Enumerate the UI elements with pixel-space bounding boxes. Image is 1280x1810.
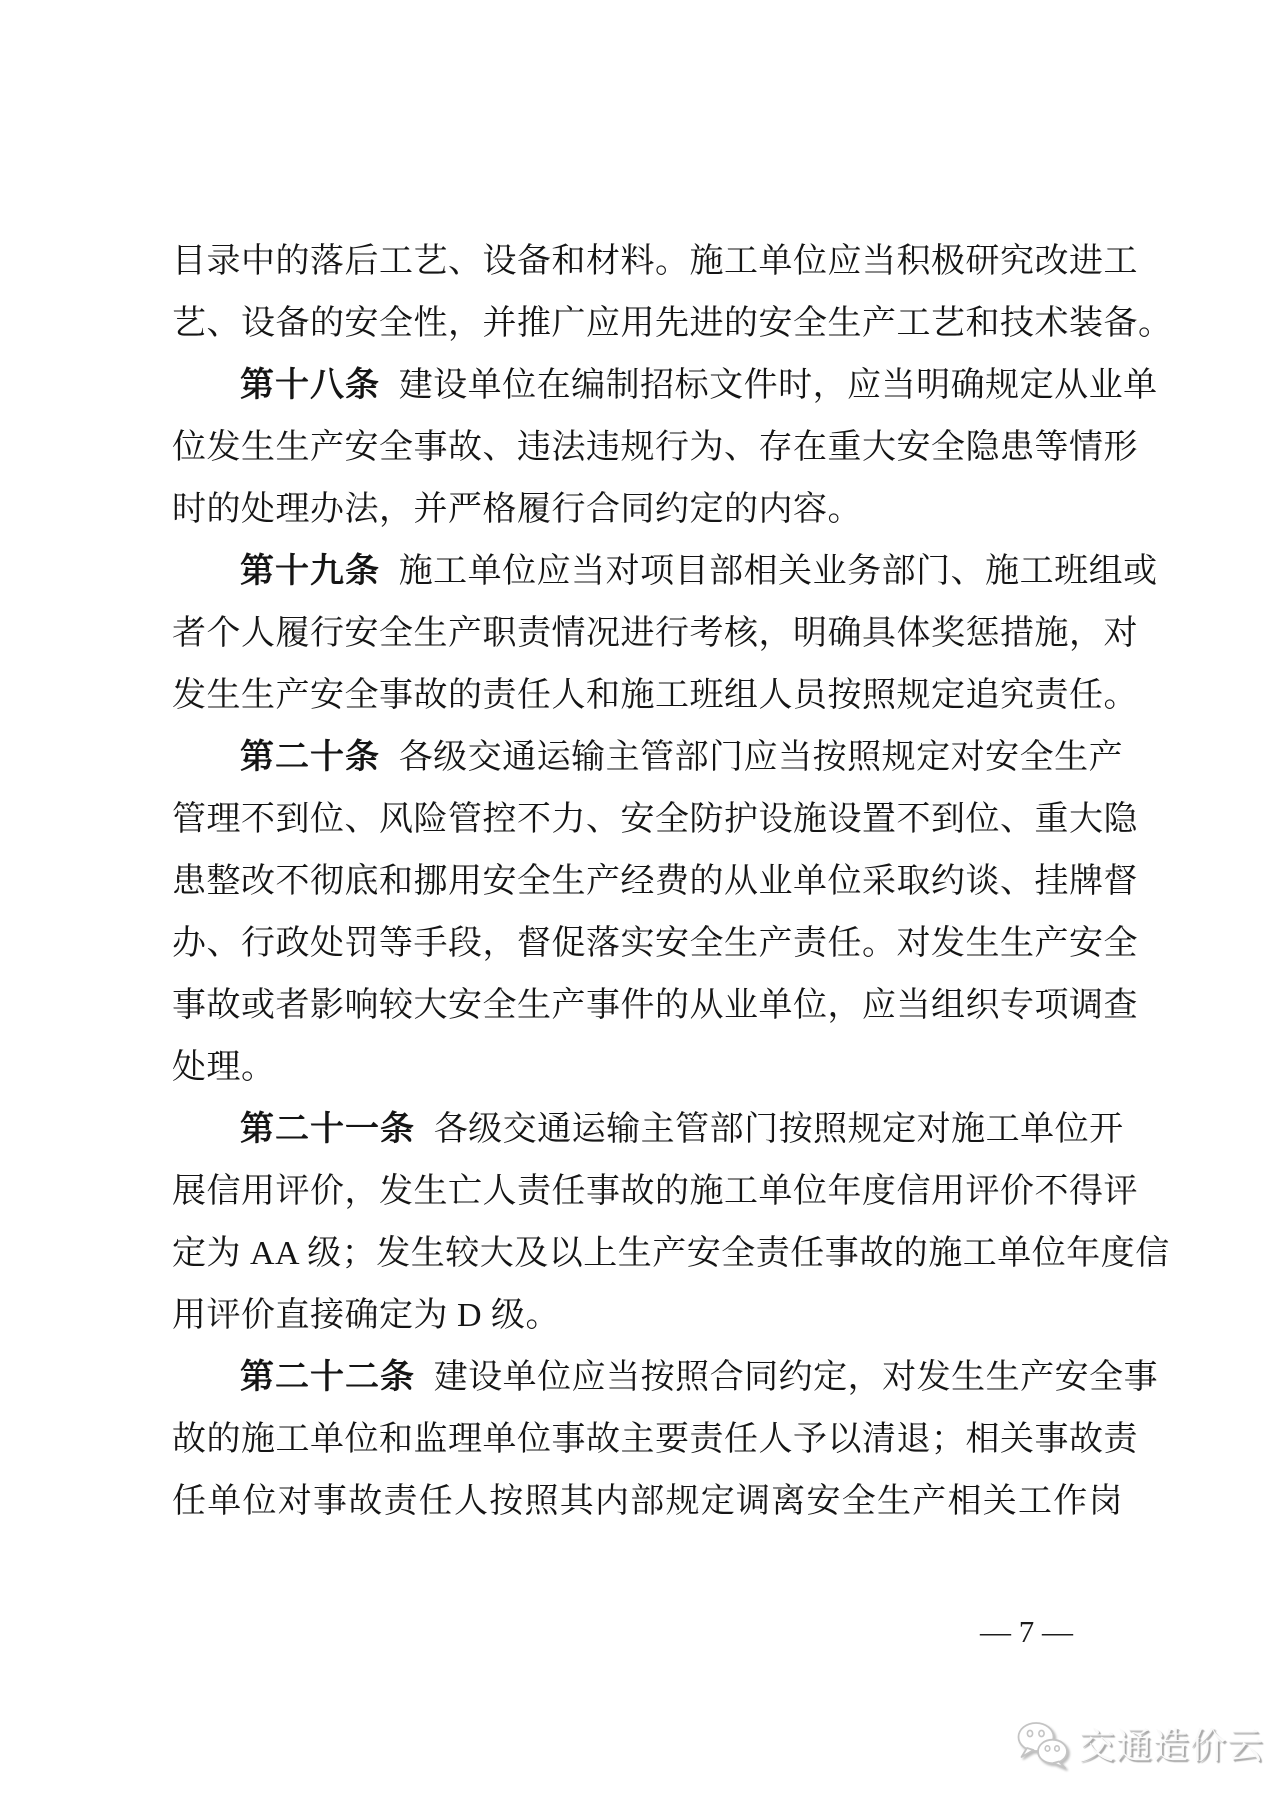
- article-number: 第二十二条: [240, 1359, 415, 1396]
- wechat-icon: [1014, 1720, 1072, 1772]
- document-line: [172, 1471, 1123, 1533]
- watermark: [1014, 1720, 1264, 1772]
- line-text: 事故或者影响较大安全生产事件的从业单位，应当组织专项调查: [172, 987, 1138, 1024]
- watermark-label: 交通造价云: [1079, 1726, 1265, 1766]
- line-text: 各级交通运输主管部门应当按照规定对安全生产: [398, 739, 1124, 776]
- document-line: [172, 231, 1138, 293]
- line-text: 时的处理办法，并严格履行合同约定的内容。: [172, 491, 862, 528]
- document-line: [172, 1099, 1123, 1161]
- line-text: 管理不到位、风险管控不力、安全防护设施设置不到位、重大隐: [172, 801, 1138, 838]
- line-text: 目录中的落后工艺、设备和材料。施工单位应当积极研究改进工: [172, 243, 1138, 280]
- article-number: 第十八条: [240, 367, 380, 404]
- line-text: 办、行政处罚等手段，督促落实安全生产责任。对发生生产安全: [172, 925, 1138, 962]
- document-line: [172, 479, 1123, 541]
- document-line: [172, 1347, 1159, 1409]
- line-text: 任单位对事故责任人按照其内部规定调离安全生产相关工作岗: [172, 1483, 1123, 1520]
- document-body: [172, 231, 1173, 1533]
- document-line: [172, 541, 1158, 603]
- line-text: 处理。: [172, 1049, 276, 1086]
- line-text: 患整改不彻底和挪用安全生产经费的从业单位采取约谈、挂牌督: [172, 863, 1138, 900]
- line-text: 建设单位应当按照合同约定，对发生生产安全事: [433, 1359, 1159, 1396]
- article-number: 第二十条: [240, 739, 380, 776]
- article-number: 第十九条: [240, 553, 380, 590]
- line-text: 各级交通运输主管部门按照规定对施工单位开: [433, 1111, 1124, 1148]
- line-text: 位发生生产安全事故、违法违规行为、存在重大安全隐患等情形: [172, 429, 1138, 466]
- document-line: [172, 727, 1123, 789]
- page-number: — 7 —: [980, 1614, 1073, 1649]
- line-text: 展信用评价，发生亡人责任事故的施工单位年度信用评价不得评: [172, 1173, 1138, 1210]
- line-text: 用评价直接确定为 D 级。: [172, 1297, 561, 1334]
- document-line: [172, 1161, 1138, 1223]
- line-text: 故的施工单位和监理单位事故主要责任人予以清退；相关事故责: [172, 1421, 1138, 1458]
- document-line: [172, 789, 1138, 851]
- document-line: [172, 665, 1138, 727]
- article-number: 第二十一条: [240, 1111, 415, 1148]
- line-text: 施工单位应当对项目部相关业务部门、施工班组或: [398, 553, 1158, 590]
- document-line: [172, 1285, 1123, 1347]
- line-text: 发生生产安全事故的责任人和施工班组人员按照规定追究责任。: [172, 677, 1138, 714]
- document-line: [172, 355, 1158, 417]
- document-line: [172, 1409, 1138, 1471]
- line-text: 定为 AA 级；发生较大及以上生产安全责任事故的施工单位年度信: [172, 1235, 1170, 1272]
- document-line: [172, 1037, 1123, 1099]
- line-text: 艺、设备的安全性，并推广应用先进的安全生产工艺和技术装备。: [172, 305, 1173, 342]
- document-line: [172, 417, 1138, 479]
- document-line: [172, 1223, 1170, 1285]
- line-text: 者个人履行安全生产职责情况进行考核，明确具体奖惩措施，对: [172, 615, 1138, 652]
- document-line: [172, 603, 1138, 665]
- document-line: [172, 851, 1138, 913]
- line-text: 建设单位在编制招标文件时，应当明确规定从业单: [398, 367, 1158, 404]
- document-line: [172, 293, 1173, 355]
- document-line: [172, 913, 1138, 975]
- document-line: [172, 975, 1138, 1037]
